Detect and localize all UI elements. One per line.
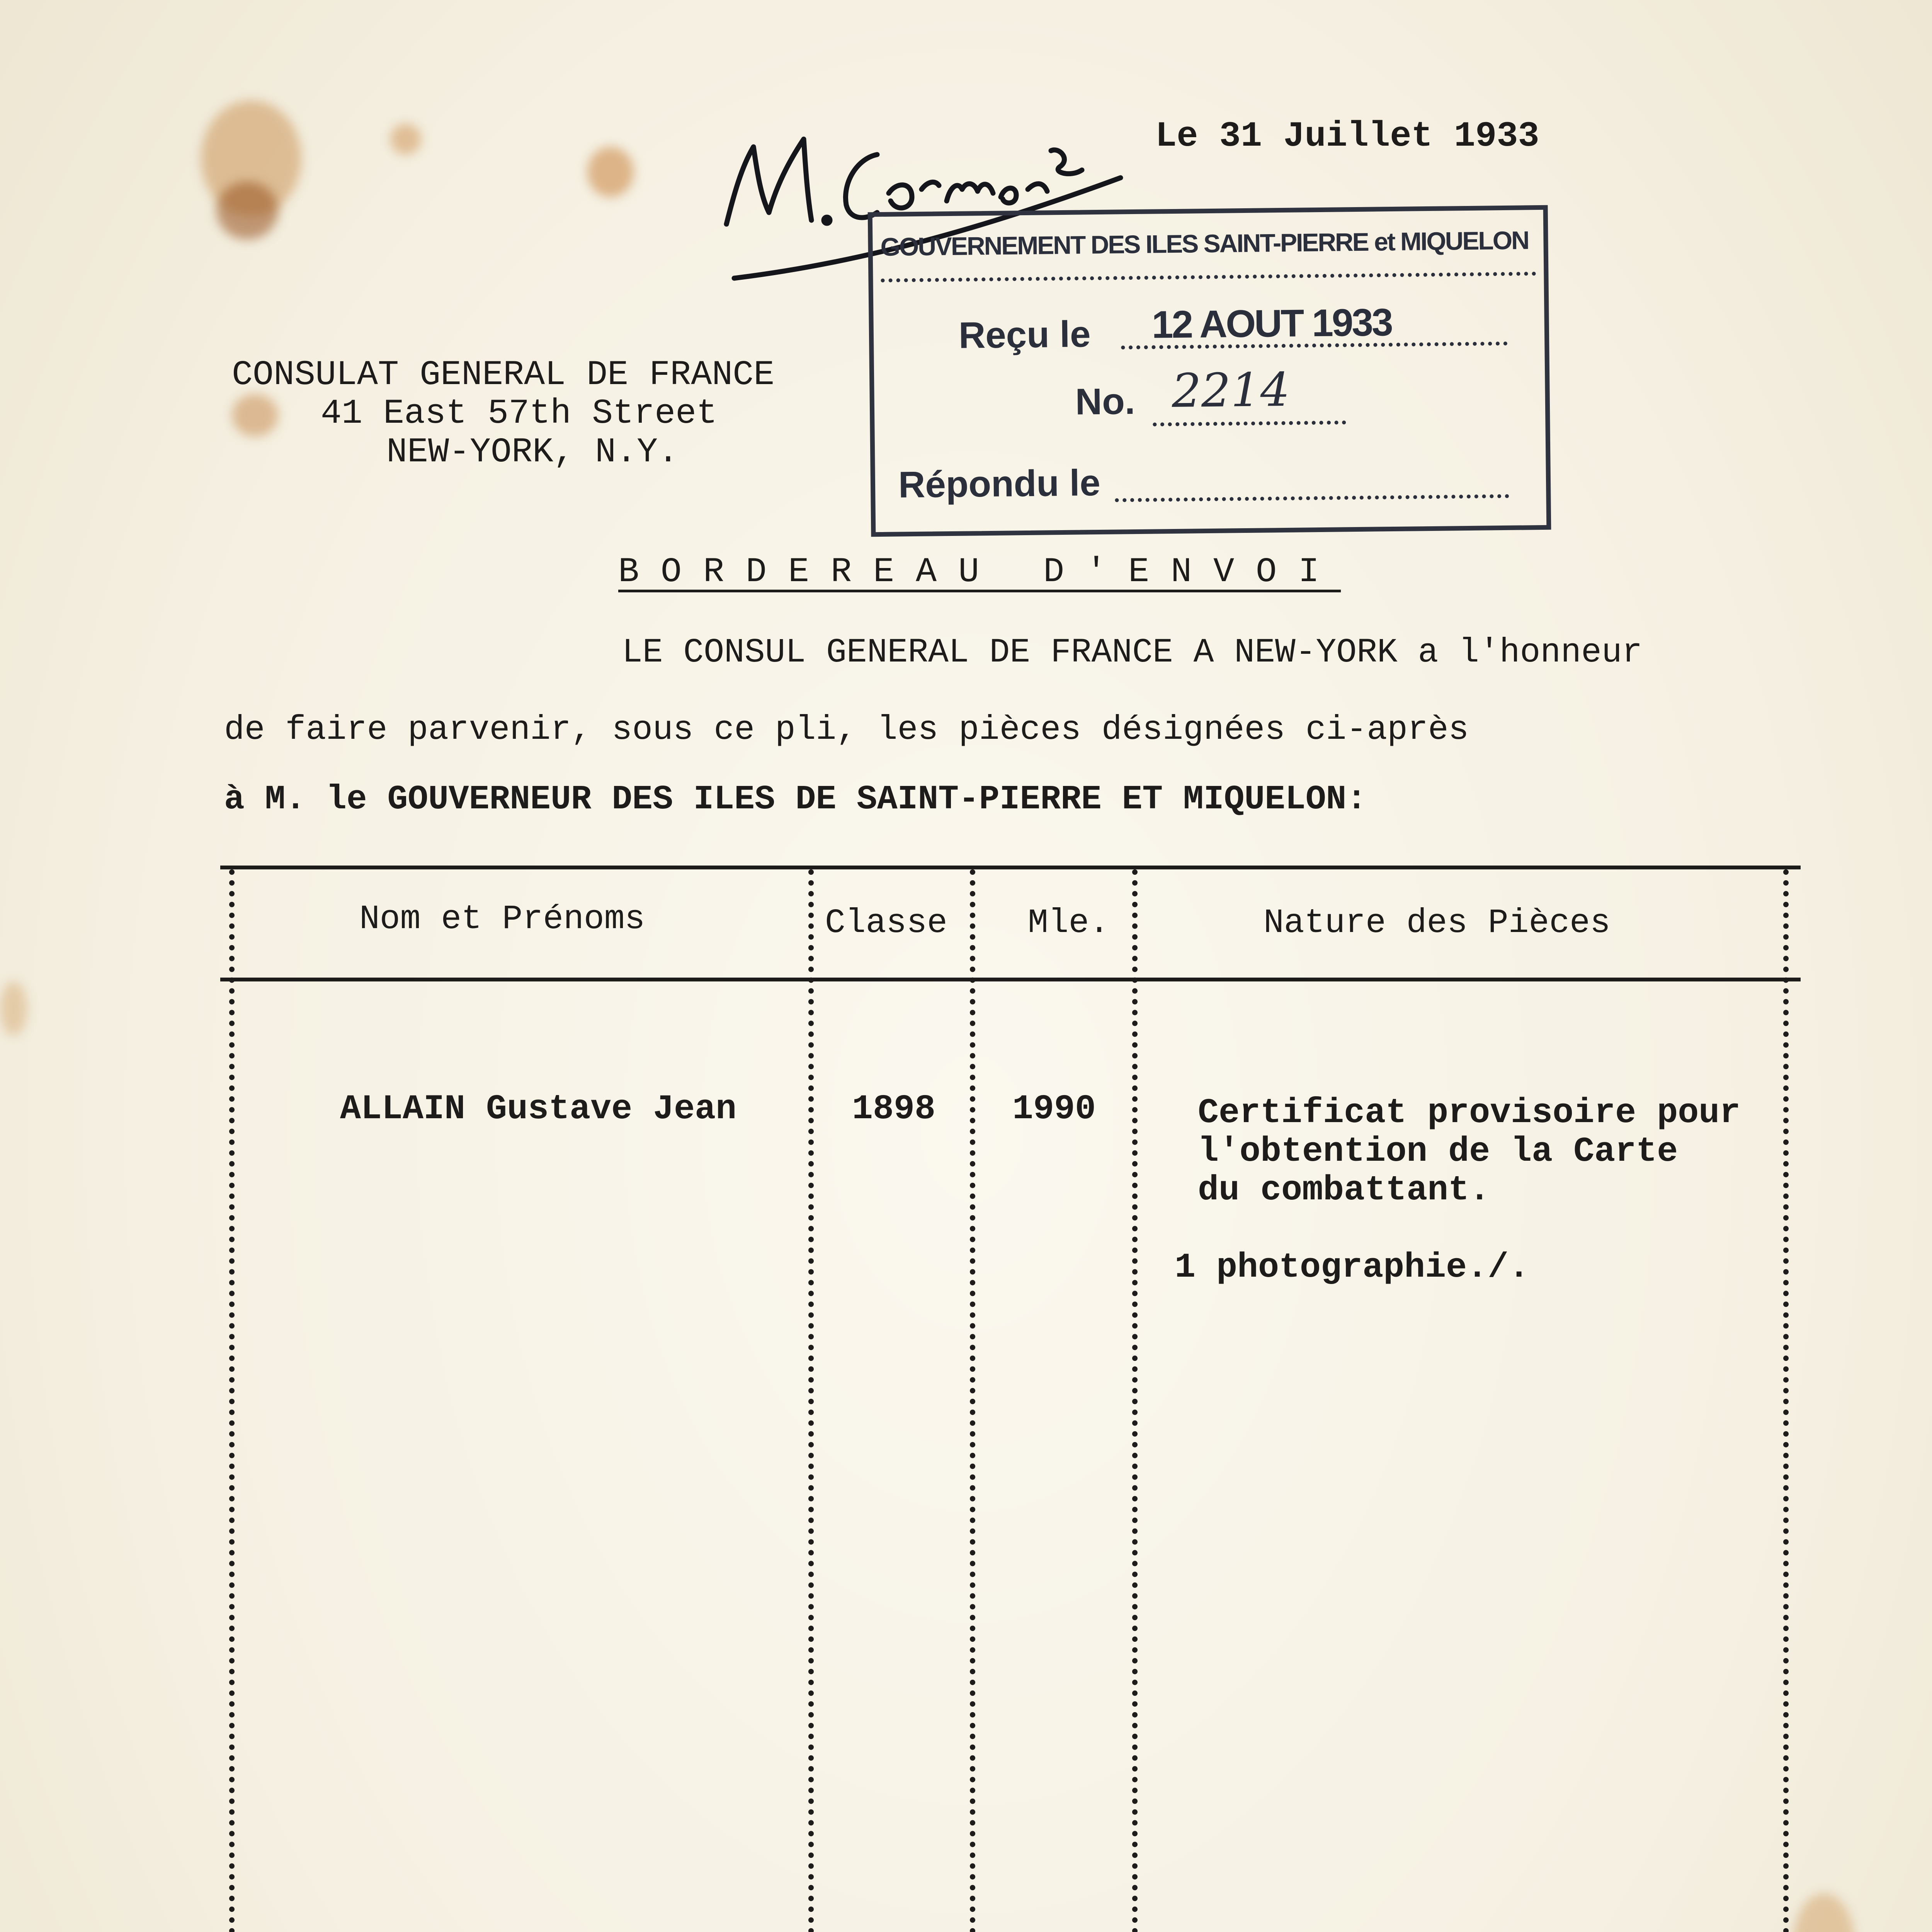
- intro-line-3: à M. le GOUVERNEUR DES ILES DE SAINT-PIERRE ET MIQUELON:: [224, 781, 1367, 819]
- intro-line-2: de faire parvenir, sous ce pli, les pièces désignées ci-après: [224, 711, 1469, 749]
- document-title: BORDEREAU D'ENVOI: [618, 553, 1341, 592]
- stamp-rule: [881, 272, 1536, 282]
- letterhead-street: 41 East 57th Street: [321, 394, 718, 434]
- stain: [1793, 1893, 1855, 1932]
- stamp-repondu-line: [1115, 494, 1509, 502]
- stamp-recu-label: Reçu le: [958, 313, 1091, 356]
- stain: [0, 981, 27, 1036]
- stamp-no-label: No.: [1075, 381, 1136, 423]
- cell-nature-line: du combattant.: [1198, 1171, 1490, 1210]
- letterhead-city: NEW-YORK, N.Y.: [386, 433, 679, 472]
- stamp-header: GOUVERNEMENT DES ILES SAINT-PIERRE et MIQUELON: [880, 226, 1529, 261]
- cell-mle: 1990: [1012, 1090, 1096, 1129]
- stamp-no-line: [1153, 420, 1346, 426]
- stamp-recu-date: 12 AOUT 1933: [1151, 301, 1392, 347]
- stamp-repondu-label: Répondu le: [898, 462, 1101, 506]
- cell-classe: 1898: [852, 1090, 936, 1129]
- stain: [232, 394, 278, 437]
- cell-nature-line: Certificat provisoire pour: [1198, 1094, 1741, 1133]
- table-col-divider: [808, 869, 814, 1932]
- header-nature: Nature des Pièces: [1264, 904, 1611, 942]
- stain: [390, 124, 421, 155]
- stain: [216, 182, 278, 240]
- letterhead-consulate: CONSULAT GENERAL DE FRANCE: [232, 355, 775, 395]
- intro-line-1: LE CONSUL GENERAL DE FRANCE A NEW-YORK a l'honneur: [622, 634, 1643, 672]
- table-header-rule: [220, 978, 1801, 981]
- stamp-no-value: 2214: [1171, 363, 1290, 418]
- header-name: Nom et Prénoms: [359, 900, 645, 939]
- cell-nature-line: 1 photographie./.: [1175, 1248, 1530, 1287]
- cell-name: ALLAIN Gustave Jean: [340, 1090, 737, 1129]
- received-stamp: [868, 205, 1551, 537]
- header-classe: Classe: [825, 904, 947, 942]
- header-mle: Mle.: [1028, 904, 1110, 942]
- table-left-border: [229, 869, 235, 1932]
- table-col-divider: [1132, 869, 1138, 1932]
- table-right-border: [1783, 869, 1789, 1932]
- cell-nature-line: l'obtention de la Carte: [1198, 1132, 1678, 1172]
- table-col-divider: [970, 869, 975, 1932]
- letter-date: Le 31 Juillet 1933: [1155, 116, 1539, 156]
- stain: [587, 147, 634, 197]
- table-top-rule: [220, 866, 1801, 869]
